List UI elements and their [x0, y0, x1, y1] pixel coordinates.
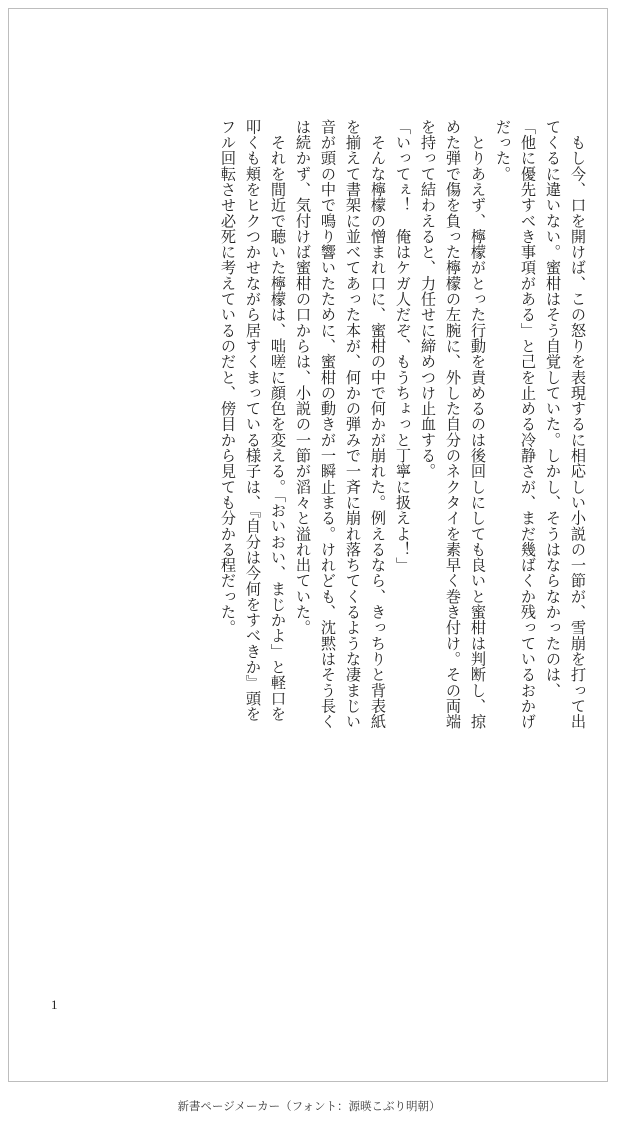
text-column: もし今、口を開けば、この怒りを表現するに相応しい小説の一節が、雪崩を打って出 [569, 119, 586, 730]
text-column: 音が頭の中で鳴り響いたために、蜜柑の動きが一瞬止まる。けれども、沈黙はそう長く [319, 119, 336, 730]
text-column: それを間近で聴いた檸檬は、咄嗟に顔色を変える。「おいおい、まじかよ」と軽口を [269, 119, 286, 722]
text-column: 叩くも頬をヒクつかせながら居すくまっている様子は、『自分は今何をすべきか』頭を [244, 119, 261, 722]
text-column: 「いってぇ！ 俺はケガ人だぞ、もうちょっと丁寧に扱えよ！」 [394, 119, 411, 573]
text-column: めた弾で傷を負った檸檬の左腕に、外した自分のネクタイを素早く巻き付け。その両端 [444, 119, 461, 730]
text-column: そんな檸檬の憎まれ口に、蜜柑の中で何かが崩れた。例えるなら、きっちりと背表紙 [369, 119, 386, 730]
text-column: を揃えて書架に並べてあった本が、何かの弾みで一斉に崩れ落ちてくるような凄まじい [344, 119, 361, 730]
text-column: を持って結わえると、力任せに締めつけ止血する。 [419, 119, 436, 479]
page-number: 1 [51, 997, 58, 1012]
text-column: てくるに違いない。蜜柑はそう自覚していた。しかし、そうはならなかったのは、 [544, 119, 561, 699]
text-column: 「他に優先すべき事項がある」と己を止める冷静さが、まだ幾ばくか残っているおかげ [519, 119, 536, 730]
text-column: は続かず、気付けば蜜柑の口からは、小説の一節が滔々と溢れ出ていた。 [294, 119, 311, 636]
text-column: とりあえず、檸檬がとった行動を責めるのは後回しにしても良いと蜜柑は判断し、掠 [469, 119, 486, 730]
vertical-text-body [33, 119, 585, 959]
document-page [8, 8, 608, 1082]
text-column: フル回転させ必死に考えているのだと、傍目から見ても分かる程だった。 [219, 119, 236, 636]
text-column: だった。 [494, 119, 511, 182]
footer-caption: 新書ページメーカー（フォント：源暎こぶり明朝） [177, 1101, 441, 1113]
